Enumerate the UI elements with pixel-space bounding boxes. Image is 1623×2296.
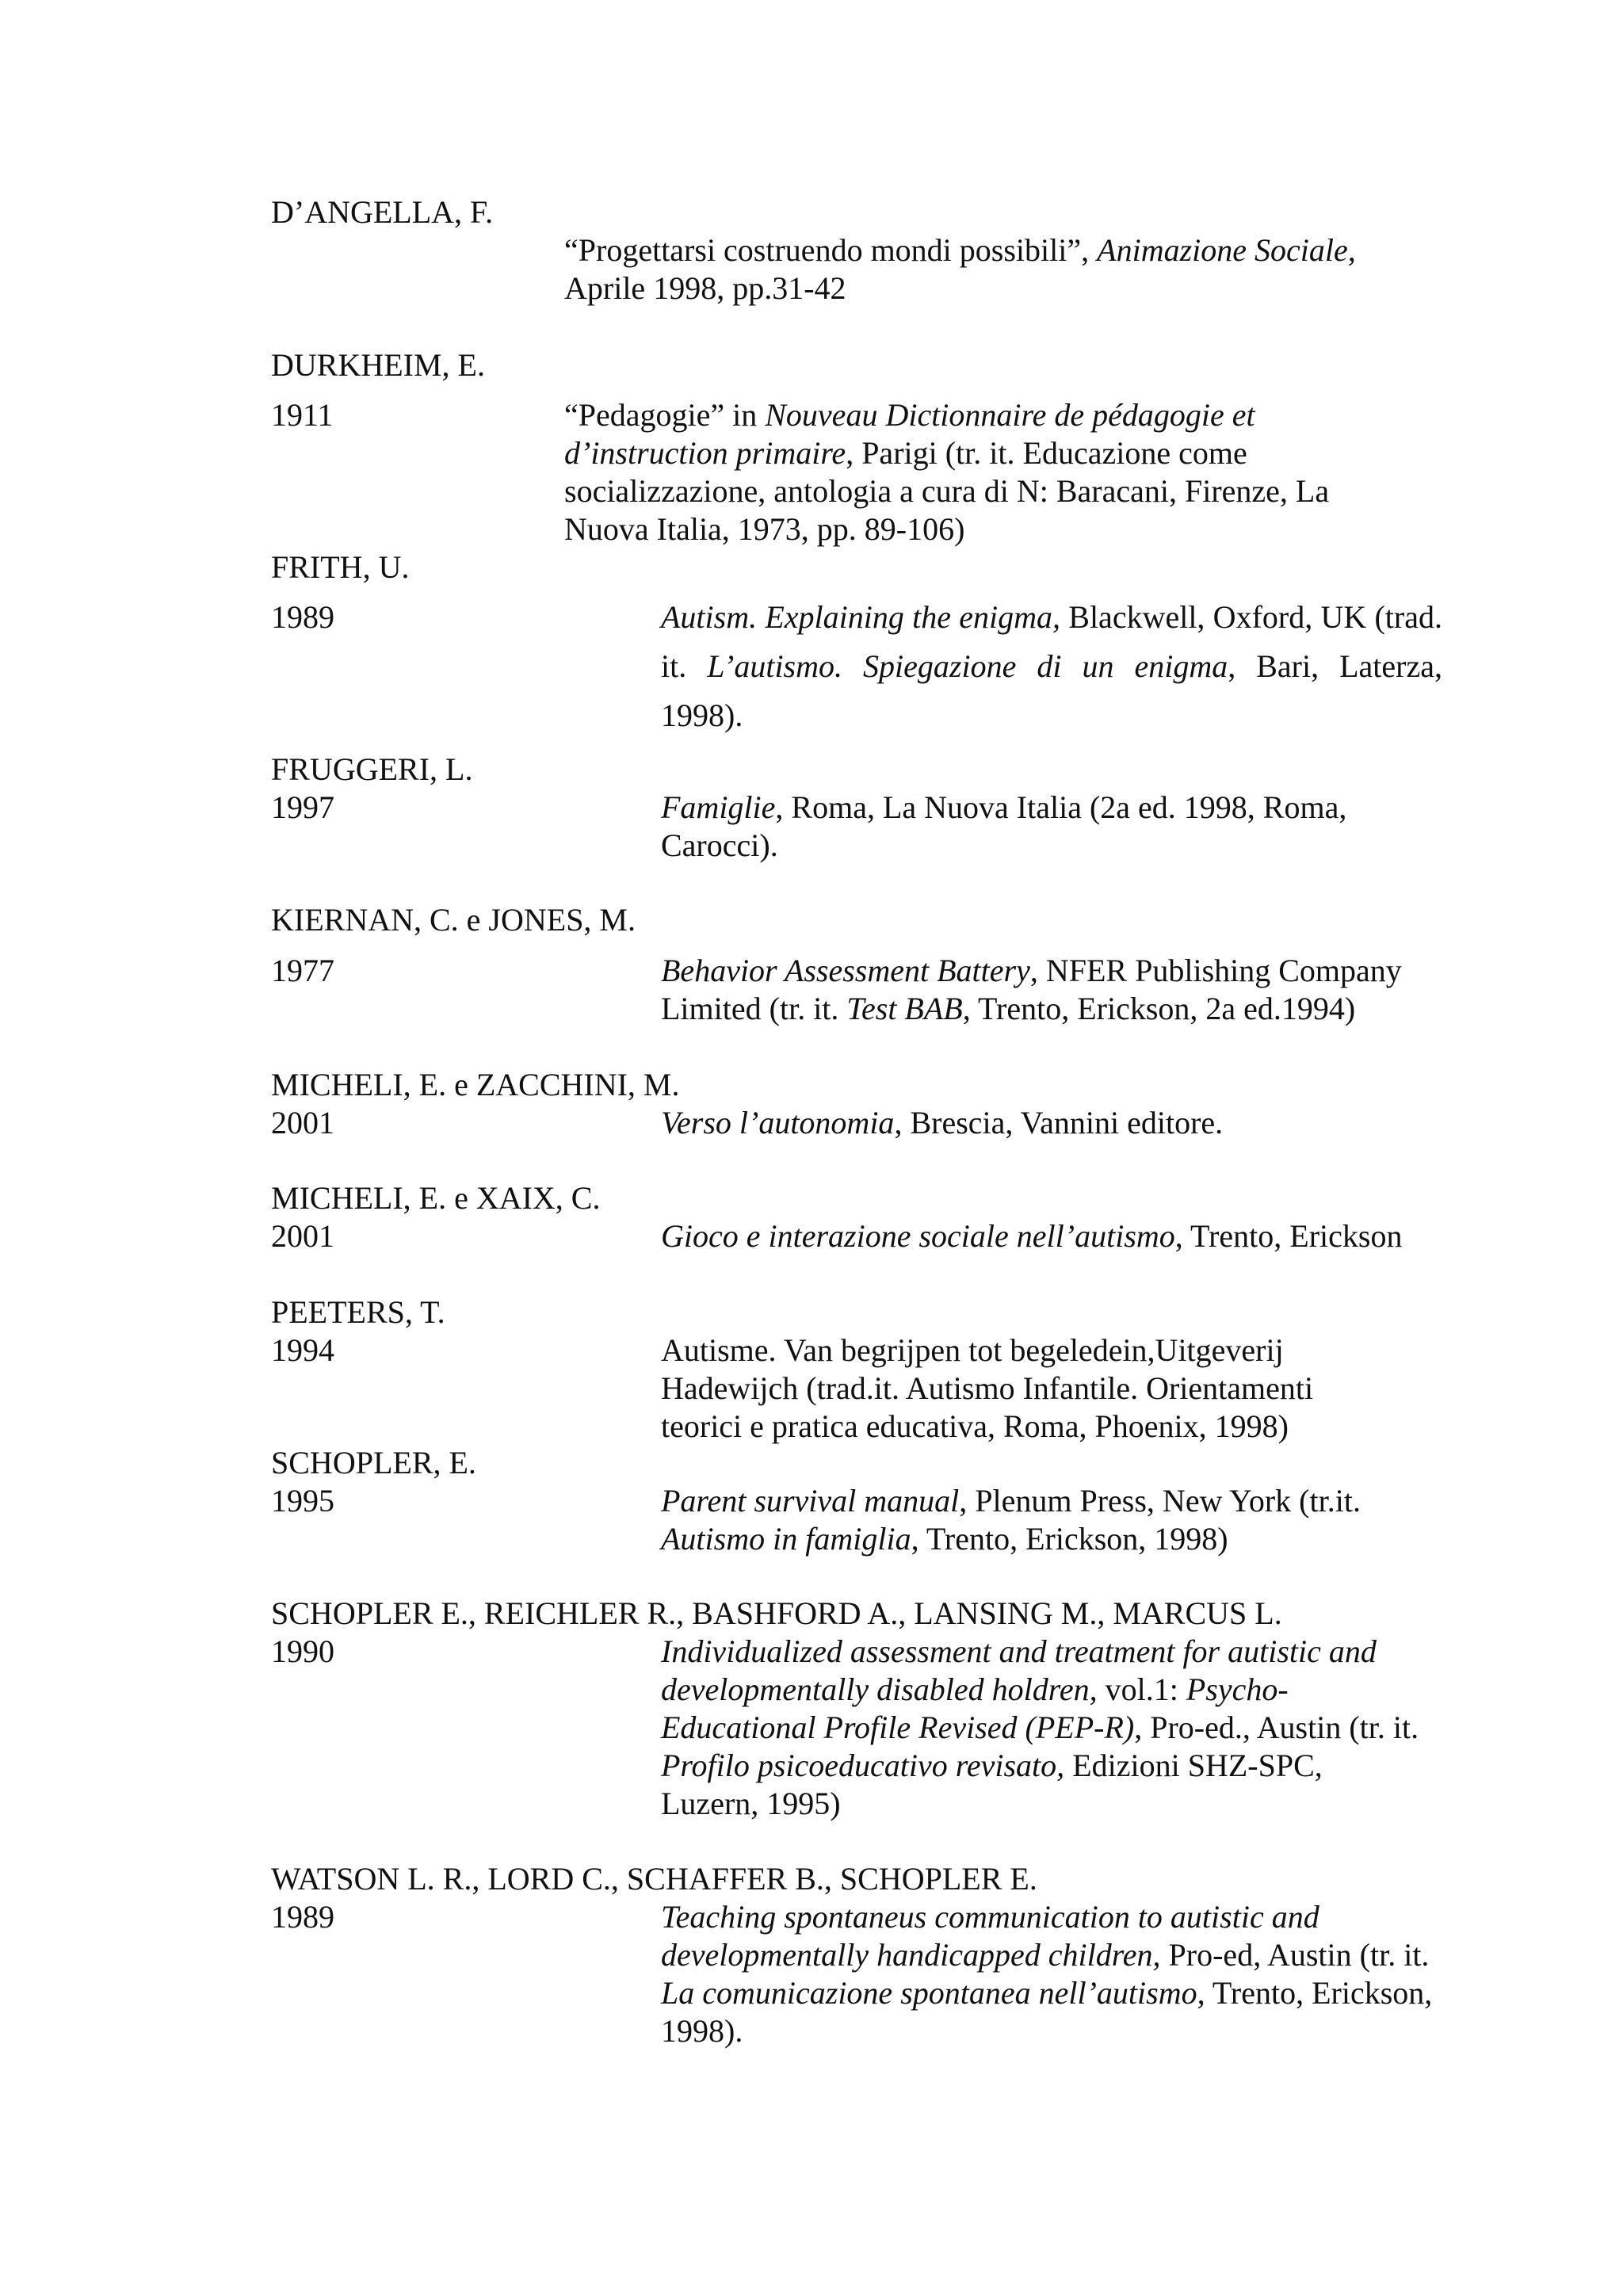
entry-author: DURKHEIM, E.: [271, 347, 485, 383]
entry-reference: [661, 789, 1438, 865]
entry-author: PEETERS, T.: [271, 1294, 445, 1330]
entry-author: SCHOPLER, E.: [271, 1445, 476, 1480]
entry-author: SCHOPLER E., REICHLER R., BASHFORD A., LANSING M., MARCUS L.: [271, 1595, 1282, 1631]
entry-author: KIERNAN, C. e JONES, M.: [271, 902, 636, 938]
entry-reference: [661, 952, 1438, 1028]
reference-title-run: Nouveau Dictionnaire de pédagogie et d’instruction primaire: [564, 397, 1255, 471]
reference-text-run: Trento, Erickson, 1998).: [661, 1975, 1433, 2049]
entry-author: MICHELI, E. e XAIX, C.: [271, 1180, 601, 1216]
entry-reference: [661, 1633, 1422, 1823]
reference-title-run: Profilo psicoeducativo revisato,: [661, 1748, 1065, 1783]
entry-reference: [661, 1104, 1438, 1142]
reference-text-run: , Roma, La Nuova Italia (2a ed. 1998, Roma, Carocci).: [661, 789, 1347, 863]
entry-year: 2001: [271, 1218, 334, 1254]
reference-text-run: Aprile 1998, pp.31-42: [564, 270, 846, 306]
reference-text-run: Autisme. Van begrijpen tot begeledein,Uitgeverij Hadewijch (trad.it. Autismo Infantile. Orientamenti teorici e pratica educativa, Roma, Phoenix, 1998): [661, 1332, 1314, 1444]
reference-text-run: , NFER Publishing Company Limited (tr. it.: [661, 953, 1402, 1026]
reference-text-run: , Bari, Laterza, 1998).: [661, 648, 1443, 733]
reference-title-run: Famiglie: [661, 789, 776, 825]
reference-title-run: Psycho-Educational Profile Revised (PEP-R): [661, 1671, 1289, 1745]
entry-year: 1990: [271, 1633, 334, 1669]
reference-title-run: Teaching spontaneus communication to autistic and developmentally handicapped children,: [661, 1899, 1319, 1973]
reference-title-run: L’autismo. Spiegazione di un enigma: [707, 648, 1228, 684]
reference-title-run: Autism. Explaining the enigma,: [661, 599, 1061, 635]
reference-text-run: , Plenum Press, New York (tr.it.: [959, 1483, 1361, 1519]
entry-reference: [661, 593, 1442, 740]
entry-year: 1995: [271, 1483, 334, 1519]
reference-text-run: , Brescia, Vannini editore.: [894, 1105, 1224, 1140]
entry-reference: [661, 1482, 1438, 1558]
reference-text-run: , Trento, Erickson, 1998): [911, 1521, 1228, 1557]
reference-text-run: , Trento, Erickson: [1174, 1218, 1403, 1254]
entry-author: D’ANGELLA, F.: [271, 194, 494, 230]
reference-title-run: Gioco e interazione sociale nell’autismo: [661, 1218, 1175, 1254]
reference-title-run: Parent survival manual: [661, 1483, 960, 1519]
reference-text-run: “Pedagogie” in: [564, 397, 766, 433]
reference-title-run: Autismo in famiglia: [661, 1521, 911, 1557]
reference-text-run: Edizioni SHZ-SPC, Luzern, 1995): [661, 1748, 1323, 1821]
reference-text-run: , Pro-ed., Austin (tr. it.: [1134, 1710, 1419, 1745]
entry-reference: [564, 231, 1428, 308]
entry-author: WATSON L. R., LORD C., SCHAFFER B., SCHOPLER E.: [271, 1861, 1037, 1897]
entry-year: 1989: [271, 599, 334, 635]
entry-year: 2001: [271, 1105, 334, 1140]
entry-author: FRUGGERI, L.: [271, 751, 473, 787]
entry-year: 1911: [271, 397, 334, 433]
reference-text-run: “Progettarsi costruendo mondi possibili”,: [564, 232, 1098, 268]
reference-title-run: Animazione Sociale,: [1097, 232, 1356, 268]
reference-text-run: , Parigi (tr. it. Educazione come socializzazione, antologia a cura di N: Baracani, Firenze, La Nuova Italia, 1973, pp. 89-106): [564, 435, 1330, 547]
reference-title-run: Test BAB: [846, 991, 963, 1026]
entry-author: FRITH, U.: [271, 549, 410, 585]
entry-year: 1997: [271, 789, 334, 825]
reference-text-run: Blackwell, Oxford, UK (trad. it.: [661, 599, 1442, 684]
entry-reference: [661, 1217, 1453, 1255]
reference-title-run: La comunicazione spontanea nell’autismo,: [661, 1975, 1205, 2011]
entry-year: 1977: [271, 953, 334, 988]
entry-author: MICHELI, E. e ZACCHINI, M.: [271, 1067, 680, 1102]
entry-year: 1989: [271, 1899, 334, 1935]
reference-title-run: Behavior Assessment Battery: [661, 953, 1030, 988]
reference-title-run: Individualized assessment and treatment for autistic and developmentally disabled holdren,: [661, 1633, 1377, 1707]
reference-title-run: Verso l’autonomia: [661, 1105, 895, 1140]
entry-reference: [564, 396, 1388, 548]
entry-reference: [661, 1898, 1438, 2050]
reference-text-run: Pro-ed, Austin (tr. it.: [1160, 1937, 1430, 1973]
reference-text-run: , Trento, Erickson, 2a ed.1994): [962, 991, 1356, 1026]
entry-reference: [661, 1331, 1390, 1446]
entry-year: 1994: [271, 1332, 334, 1368]
reference-text-run: vol.1:: [1097, 1671, 1186, 1707]
